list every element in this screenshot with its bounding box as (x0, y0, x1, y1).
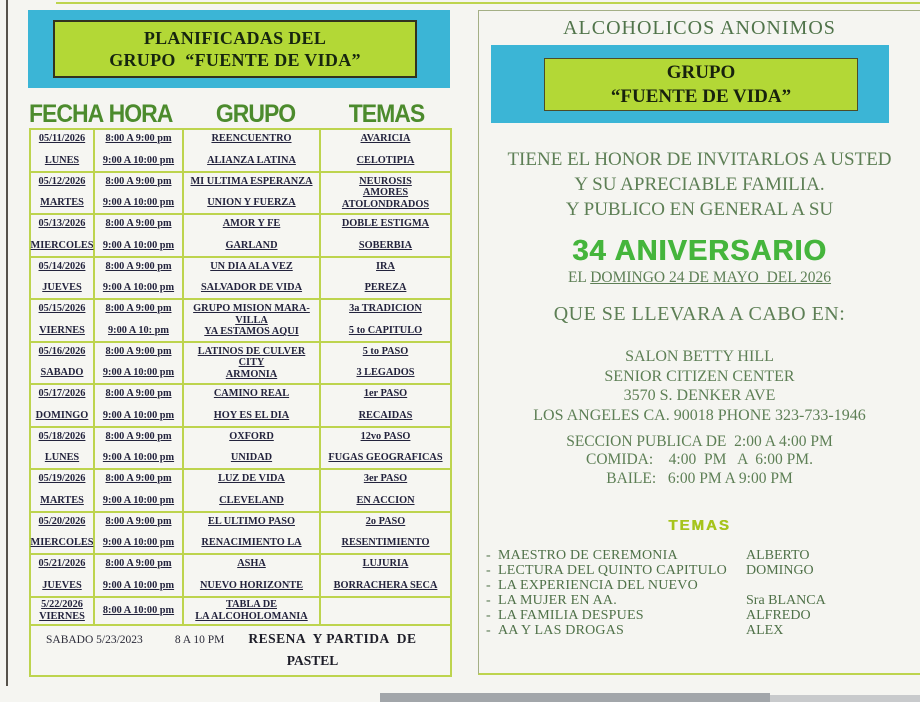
cell-text: 05/12/2026 (38, 175, 86, 187)
tema-speaker: ALFREDO (746, 607, 811, 623)
right-title-banner (491, 45, 889, 123)
cell-temas (321, 343, 450, 384)
cell-text: 8:00 A 9:00 pm (105, 303, 172, 314)
cell-text: FUGAS GEOGRAFICAS (328, 452, 443, 464)
cell-text: 9:00 A 10:00 pm (102, 494, 175, 506)
cell-grupo (184, 343, 321, 384)
column-header-temas: TEMAS (348, 98, 425, 128)
cell-text: CAMINO REAL (213, 388, 290, 399)
cell-fecha (31, 385, 95, 426)
cell-grupo (184, 428, 321, 469)
cell-grupo (184, 470, 321, 511)
table-row (31, 555, 450, 598)
table-row (31, 215, 450, 258)
venue-line: SENIOR CITIZEN CENTER (604, 367, 795, 385)
cell-text: 9:00 A 10:00 pm (102, 579, 175, 591)
cell-hora (95, 428, 184, 469)
cell-temas (321, 258, 450, 299)
cell-text: RENACIMIENTO LA (201, 537, 302, 549)
table-row (31, 470, 450, 513)
cell-text: 2o PASO (365, 515, 406, 527)
venue-line: SALON BETTY HILL (625, 348, 774, 365)
tema-topic: LA FAMILIA DESPUES (498, 607, 644, 623)
cell-text: IRA (376, 260, 395, 272)
scan-bottom-strip-light (770, 695, 920, 702)
cell-temas (321, 555, 450, 596)
footer-note: RESENA Y PARTIDA DE (248, 630, 417, 646)
cell-text: 9:00 A 10:00 pm (102, 239, 175, 251)
cell-text: 8:00 A 9:00 pm (105, 345, 172, 357)
cell-text: 9:00 A 10:00 pm (102, 537, 175, 549)
cell-text: ARMONIA (225, 368, 278, 380)
cell-text: NEUROSIS (359, 175, 412, 187)
cell-fecha (31, 555, 95, 596)
cell-text: 8:00 A 9:00 pm (105, 430, 172, 442)
tema-topic: LA MUJER EN AA. (498, 592, 617, 608)
cell-text: MI ULTIMA ESPERANZA (190, 175, 313, 187)
cell-text: BORRACHERA SECA (333, 579, 438, 591)
cell-text: MARTES (40, 197, 84, 209)
cell-text: 3er PASO (363, 473, 408, 484)
cell-text: AMORES (362, 187, 409, 199)
cell-fecha (31, 173, 95, 214)
cell-text: 9:00 A 10:00 pm (102, 409, 175, 421)
cell-text: 05/21/2026 (38, 558, 86, 569)
cell-temas (321, 130, 450, 171)
cell-text: 05/17/2026 (38, 388, 86, 399)
tema-row (486, 594, 916, 609)
cell-hora (95, 555, 184, 596)
cell-text: LUJURIA (362, 558, 409, 569)
cell-text: 5/22/2026 (41, 598, 83, 610)
cell-text: GARLAND (225, 239, 278, 251)
cell-text: 05/13/2026 (38, 218, 86, 229)
cell-text: YA ESTAMOS AQUI (204, 326, 299, 338)
invitation-line: TIENE EL HONOR DE INVITARLOS A USTED (507, 149, 892, 170)
cell-text: 3a TRADICION (349, 303, 422, 314)
cell-fecha (31, 215, 95, 256)
cell-fecha (31, 598, 95, 624)
cell-hora (95, 385, 184, 426)
cell-text: 8:00 A 9:00 pm (105, 473, 172, 484)
cell-text: GRUPO MISION MARA- (193, 303, 310, 314)
cell-text: SABADO (40, 367, 84, 379)
footer-time: 8 A 10 PM (174, 633, 225, 646)
invitation-line: Y PUBLICO EN GENERAL A SU (565, 199, 834, 221)
tema-row (486, 609, 916, 624)
cell-text: 1er PASO (363, 388, 408, 399)
tema-row (486, 549, 916, 564)
cell-fecha (31, 428, 95, 469)
column-header-grupo: GRUPO (215, 98, 296, 128)
cell-text: VIERNES (39, 324, 85, 336)
cell-text: 8:00 A 10:00 pm (102, 604, 175, 616)
cell-grupo (184, 258, 321, 299)
cell-fecha (31, 300, 95, 341)
cell-hora (95, 513, 184, 554)
cell-fecha (31, 343, 95, 384)
cell-text: 05/11/2026 (38, 133, 86, 144)
cell-text: LUNES (44, 154, 80, 166)
cell-text: CITY (238, 357, 265, 369)
scan-bottom-strip (380, 693, 770, 702)
cell-temas (321, 385, 450, 426)
venue-intro: QUE SE LLEVARA A CABO EN: (553, 303, 846, 325)
cell-text: 8:00 A 9:00 pm (105, 515, 172, 527)
cell-text: RESENTIMIENTO (341, 537, 430, 549)
cell-text: CELOTIPIA (356, 154, 415, 166)
schedule-rows (31, 130, 450, 626)
bullet-dash: - (486, 607, 491, 623)
event-date-main: DOMINGO 24 DE MAYO DEL 2026 (590, 269, 832, 286)
left-title-banner (28, 10, 450, 88)
cell-text: 05/14/2026 (38, 260, 86, 272)
cell-text: 05/19/2026 (38, 473, 86, 484)
tema-speaker: DOMINGO (746, 562, 814, 578)
right-title-line2: “FUENTE DE VIDA” (610, 85, 792, 107)
schedule-table (29, 128, 452, 677)
cell-text: PEREZA (364, 282, 407, 294)
cell-text: 5 to PASO (362, 345, 409, 357)
cell-text: CLEVELAND (219, 494, 284, 506)
cell-text: 8:00 A 9:00 pm (105, 558, 172, 569)
cell-text: MIERCOLES (30, 537, 94, 549)
cell-text: 05/18/2026 (38, 430, 86, 442)
footer-note-line2: PASTEL (286, 652, 339, 668)
event-date (479, 269, 920, 287)
cell-text: 9:00 A 10:00 pm (102, 154, 175, 166)
cell-text: 9:00 A 10:00 pm (102, 367, 175, 379)
cell-hora (95, 343, 184, 384)
tema-topic: LA EXPERIENCIA DEL NUEVO (498, 577, 698, 593)
table-row (31, 513, 450, 556)
table-footer (31, 626, 450, 675)
event-schedule (479, 433, 920, 488)
tema-topic: LECTURA DEL QUINTO CAPITULO (498, 562, 727, 578)
left-title-box (53, 20, 417, 78)
cell-text: ALIANZA LATINA (207, 154, 296, 166)
cell-grupo (184, 385, 321, 426)
table-row (31, 130, 450, 173)
cell-text: 8:00 A 9:00 pm (105, 218, 172, 229)
tema-row (486, 564, 916, 579)
cell-text: LUNES (44, 452, 80, 464)
tema-topic: AA Y LAS DROGAS (498, 622, 625, 638)
cell-grupo (184, 555, 321, 596)
cell-text: AVARICIA (360, 133, 411, 144)
right-title-line1: GRUPO (666, 61, 736, 83)
cell-text: VILLA (235, 314, 268, 326)
bullet-dash: - (486, 562, 491, 578)
cell-temas (321, 598, 450, 624)
bullet-dash: - (486, 548, 491, 563)
table-footer-line1 (31, 631, 450, 647)
tema-row (486, 579, 916, 594)
schedule-line: BAILE: 6:00 PM A 9:00 PM (606, 469, 793, 487)
invitation-line: Y SU APRECIABLE FAMILIA. (574, 174, 825, 196)
cell-text: 12vo PASO (360, 430, 411, 442)
cell-text: SALVADOR DE VIDA (200, 282, 303, 294)
cell-temas (321, 513, 450, 554)
organization-title: ALCOHOLICOS ANONIMOS (563, 17, 836, 39)
cell-text: MIERCOLES (30, 239, 94, 251)
cell-grupo (184, 598, 321, 624)
table-row (31, 428, 450, 471)
left-title-line1: PLANIFICADAS DEL (143, 27, 327, 48)
cell-grupo (184, 215, 321, 256)
anniversary-title: 34 ANIVERSARIO (572, 235, 827, 267)
footer-date: SABADO 5/23/2023 (46, 633, 143, 646)
cell-temas (321, 300, 450, 341)
tema-speaker: ALEX (746, 622, 784, 638)
cell-text: SOBERBIA (358, 239, 413, 251)
cell-text: UN DIA ALA VEZ (210, 260, 293, 272)
schedule-line: SECCION PUBLICA DE 2:00 A 4:00 PM (566, 433, 833, 450)
cell-text: UNIDAD (230, 452, 273, 464)
bullet-dash: - (486, 622, 491, 638)
left-page (8, 0, 460, 702)
temas-list (486, 549, 916, 638)
cell-fecha (31, 130, 95, 171)
cell-fecha (31, 470, 95, 511)
invitation-text (479, 147, 920, 222)
venue-line: 3570 S. DENKER AVE (623, 387, 776, 405)
cell-text: DOBLE ESTIGMA (341, 218, 430, 229)
column-header-fecha: FECHA (29, 98, 104, 128)
cell-text: JUEVES (42, 282, 82, 294)
cell-text: 05/16/2026 (38, 345, 86, 357)
cell-text: HOY ES EL DIA (213, 409, 290, 421)
cell-text: AMOR Y FE (222, 218, 281, 229)
left-title-line2: GRUPO “FUENTE DE VIDA” (109, 50, 361, 70)
table-row (31, 343, 450, 386)
table-row (31, 598, 450, 626)
cell-text: 8:00 A 9:00 pm (105, 260, 172, 272)
cell-text: 9:00 A 10:00 pm (102, 452, 175, 464)
bullet-dash: - (486, 577, 491, 593)
cell-temas (321, 470, 450, 511)
tema-speaker: Sra BLANCA (746, 592, 826, 608)
cell-text: 9:00 A 10: pm (108, 324, 169, 336)
cell-hora (95, 258, 184, 299)
cell-text: TABLA DE (225, 598, 278, 610)
cell-text: MARTES (40, 494, 84, 506)
cell-text: UNION Y FUERZA (207, 197, 296, 209)
cell-text: VIERNES (39, 610, 85, 622)
cell-temas (321, 173, 450, 214)
venue-address (479, 347, 920, 425)
table-row (31, 173, 450, 216)
tema-row (486, 624, 916, 639)
cell-hora (95, 215, 184, 256)
cell-fecha (31, 258, 95, 299)
bullet-dash: - (486, 592, 491, 608)
cell-grupo (184, 300, 321, 341)
cell-hora (95, 470, 184, 511)
cell-text: 05/15/2026 (38, 303, 86, 314)
schedule-line: COMIDA: 4:00 PM A 6:00 PM. (586, 451, 813, 469)
cell-text: RECAIDAS (358, 409, 413, 421)
cell-grupo (184, 173, 321, 214)
cell-text: LUZ DE VIDA (218, 473, 285, 484)
cell-text: 8:00 A 9:00 pm (105, 388, 172, 399)
table-row (31, 385, 450, 428)
cell-temas (321, 428, 450, 469)
cell-text: 3 LEGADOS (356, 367, 415, 379)
table-column-headers (29, 100, 448, 127)
cell-text: ASHA (237, 558, 266, 569)
event-date-prefix: EL (567, 269, 591, 286)
temas-heading: TEMAS (668, 517, 731, 534)
cell-text: DOMINGO (35, 409, 89, 421)
cell-text: 05/20/2026 (38, 515, 86, 527)
cell-hora (95, 130, 184, 171)
cell-hora (95, 598, 184, 624)
cell-fecha (31, 513, 95, 554)
cell-text: 8:00 A 9:00 pm (105, 175, 172, 187)
venue-line: LOS ANGELES CA. 90018 PHONE 323-733-1946 (533, 406, 866, 424)
tema-speaker: ALBERTO (746, 548, 810, 563)
cell-text: 9:00 A 10:00 pm (102, 282, 175, 294)
cell-text: JUEVES (42, 579, 82, 591)
cell-text: LATINOS DE CULVER (197, 345, 306, 357)
cell-text: REENCUENTRO (211, 133, 292, 144)
cell-text: NUEVO HORIZONTE (199, 579, 304, 591)
cell-text: LA ALCOHOLOMANIA (195, 610, 308, 622)
cell-hora (95, 300, 184, 341)
cell-text: 9:00 A 10:00 pm (102, 197, 175, 209)
right-page (478, 10, 920, 675)
cell-text: EL ULTIMO PASO (208, 515, 295, 527)
cell-text: ATOLONDRADOS (341, 198, 430, 210)
cell-grupo (184, 130, 321, 171)
column-header-hora: HORA (108, 98, 173, 128)
table-row (31, 300, 450, 343)
tema-topic: MAESTRO DE CEREMONIA (498, 548, 678, 563)
cell-text: EN ACCION (356, 494, 415, 506)
cell-text: 5 to CAPITULO (348, 324, 423, 336)
table-row (31, 258, 450, 301)
cell-hora (95, 173, 184, 214)
cell-temas (321, 215, 450, 256)
cell-text: OXFORD (229, 430, 274, 442)
cell-text: 8:00 A 9:00 pm (105, 133, 172, 144)
right-title-box (544, 58, 858, 111)
cell-grupo (184, 513, 321, 554)
